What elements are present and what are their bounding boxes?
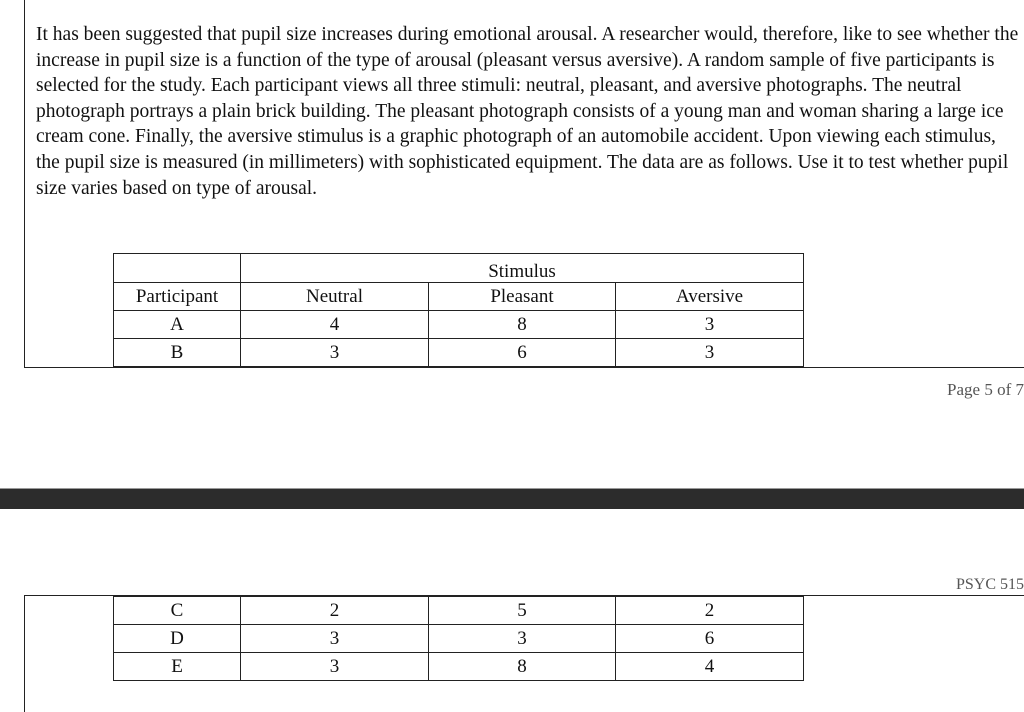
table-row (114, 653, 804, 681)
participant-cell: A (114, 311, 241, 339)
page-number: Page 5 of 7 (947, 380, 1024, 399)
participant-cell: C (114, 597, 241, 625)
data-table-part-2 (113, 596, 804, 681)
aversive-cell: 3 (616, 311, 804, 339)
aversive-cell: 2 (616, 597, 804, 625)
neutral-cell: 2 (241, 597, 429, 625)
page-break-divider (0, 488, 1024, 509)
stimulus-group-header: Stimulus (241, 254, 804, 283)
participant-cell: D (114, 625, 241, 653)
column-header-neutral: Neutral (241, 283, 429, 311)
neutral-cell: 3 (241, 625, 429, 653)
aversive-cell: 6 (616, 625, 804, 653)
table-header-row (114, 283, 804, 311)
neutral-cell: 4 (241, 311, 429, 339)
table-row (114, 597, 804, 625)
column-header-aversive: Aversive (616, 283, 804, 311)
question-paragraph: It has been suggested that pupil size increases during emotional arousal. A researcher would, therefore, like to see whether the increase in pupil size is a function of the type of arousal (pleasant versus aversive). A random sample of five participants is selected for the study. Each participant views all three stimuli: neutral, pleasant, and aversive photographs. The neutral photograph portrays a plain brick building. The pleasant photograph consists of a young man and woman sharing a large ice cream cone. Finally, the aversive stimulus is a graphic photograph of an automobile accident. Upon viewing each stimulus, the pupil size is measured (in millimeters) with sophisticated equipment. The data are as follows. Use it to test whether pupil size varies based on type of arousal. (36, 24, 1019, 199)
aversive-cell: 4 (616, 653, 804, 681)
table-group-header-row (114, 254, 804, 283)
participant-cell: B (114, 339, 241, 367)
table-row (114, 625, 804, 653)
aversive-cell: 3 (616, 339, 804, 367)
empty-corner-cell (114, 254, 241, 283)
table-row (114, 311, 804, 339)
data-table-part-1 (113, 253, 804, 367)
neutral-cell: 3 (241, 339, 429, 367)
pleasant-cell: 5 (429, 597, 616, 625)
participant-cell: E (114, 653, 241, 681)
column-header-participant: Participant (114, 283, 241, 311)
pleasant-cell: 3 (429, 625, 616, 653)
course-code-header: PSYC 515 (955, 576, 1024, 593)
pleasant-cell: 8 (429, 311, 616, 339)
pleasant-cell: 6 (429, 339, 616, 367)
pleasant-cell: 8 (429, 653, 616, 681)
table-row (114, 339, 804, 367)
column-header-pleasant: Pleasant (429, 283, 616, 311)
neutral-cell: 3 (241, 653, 429, 681)
